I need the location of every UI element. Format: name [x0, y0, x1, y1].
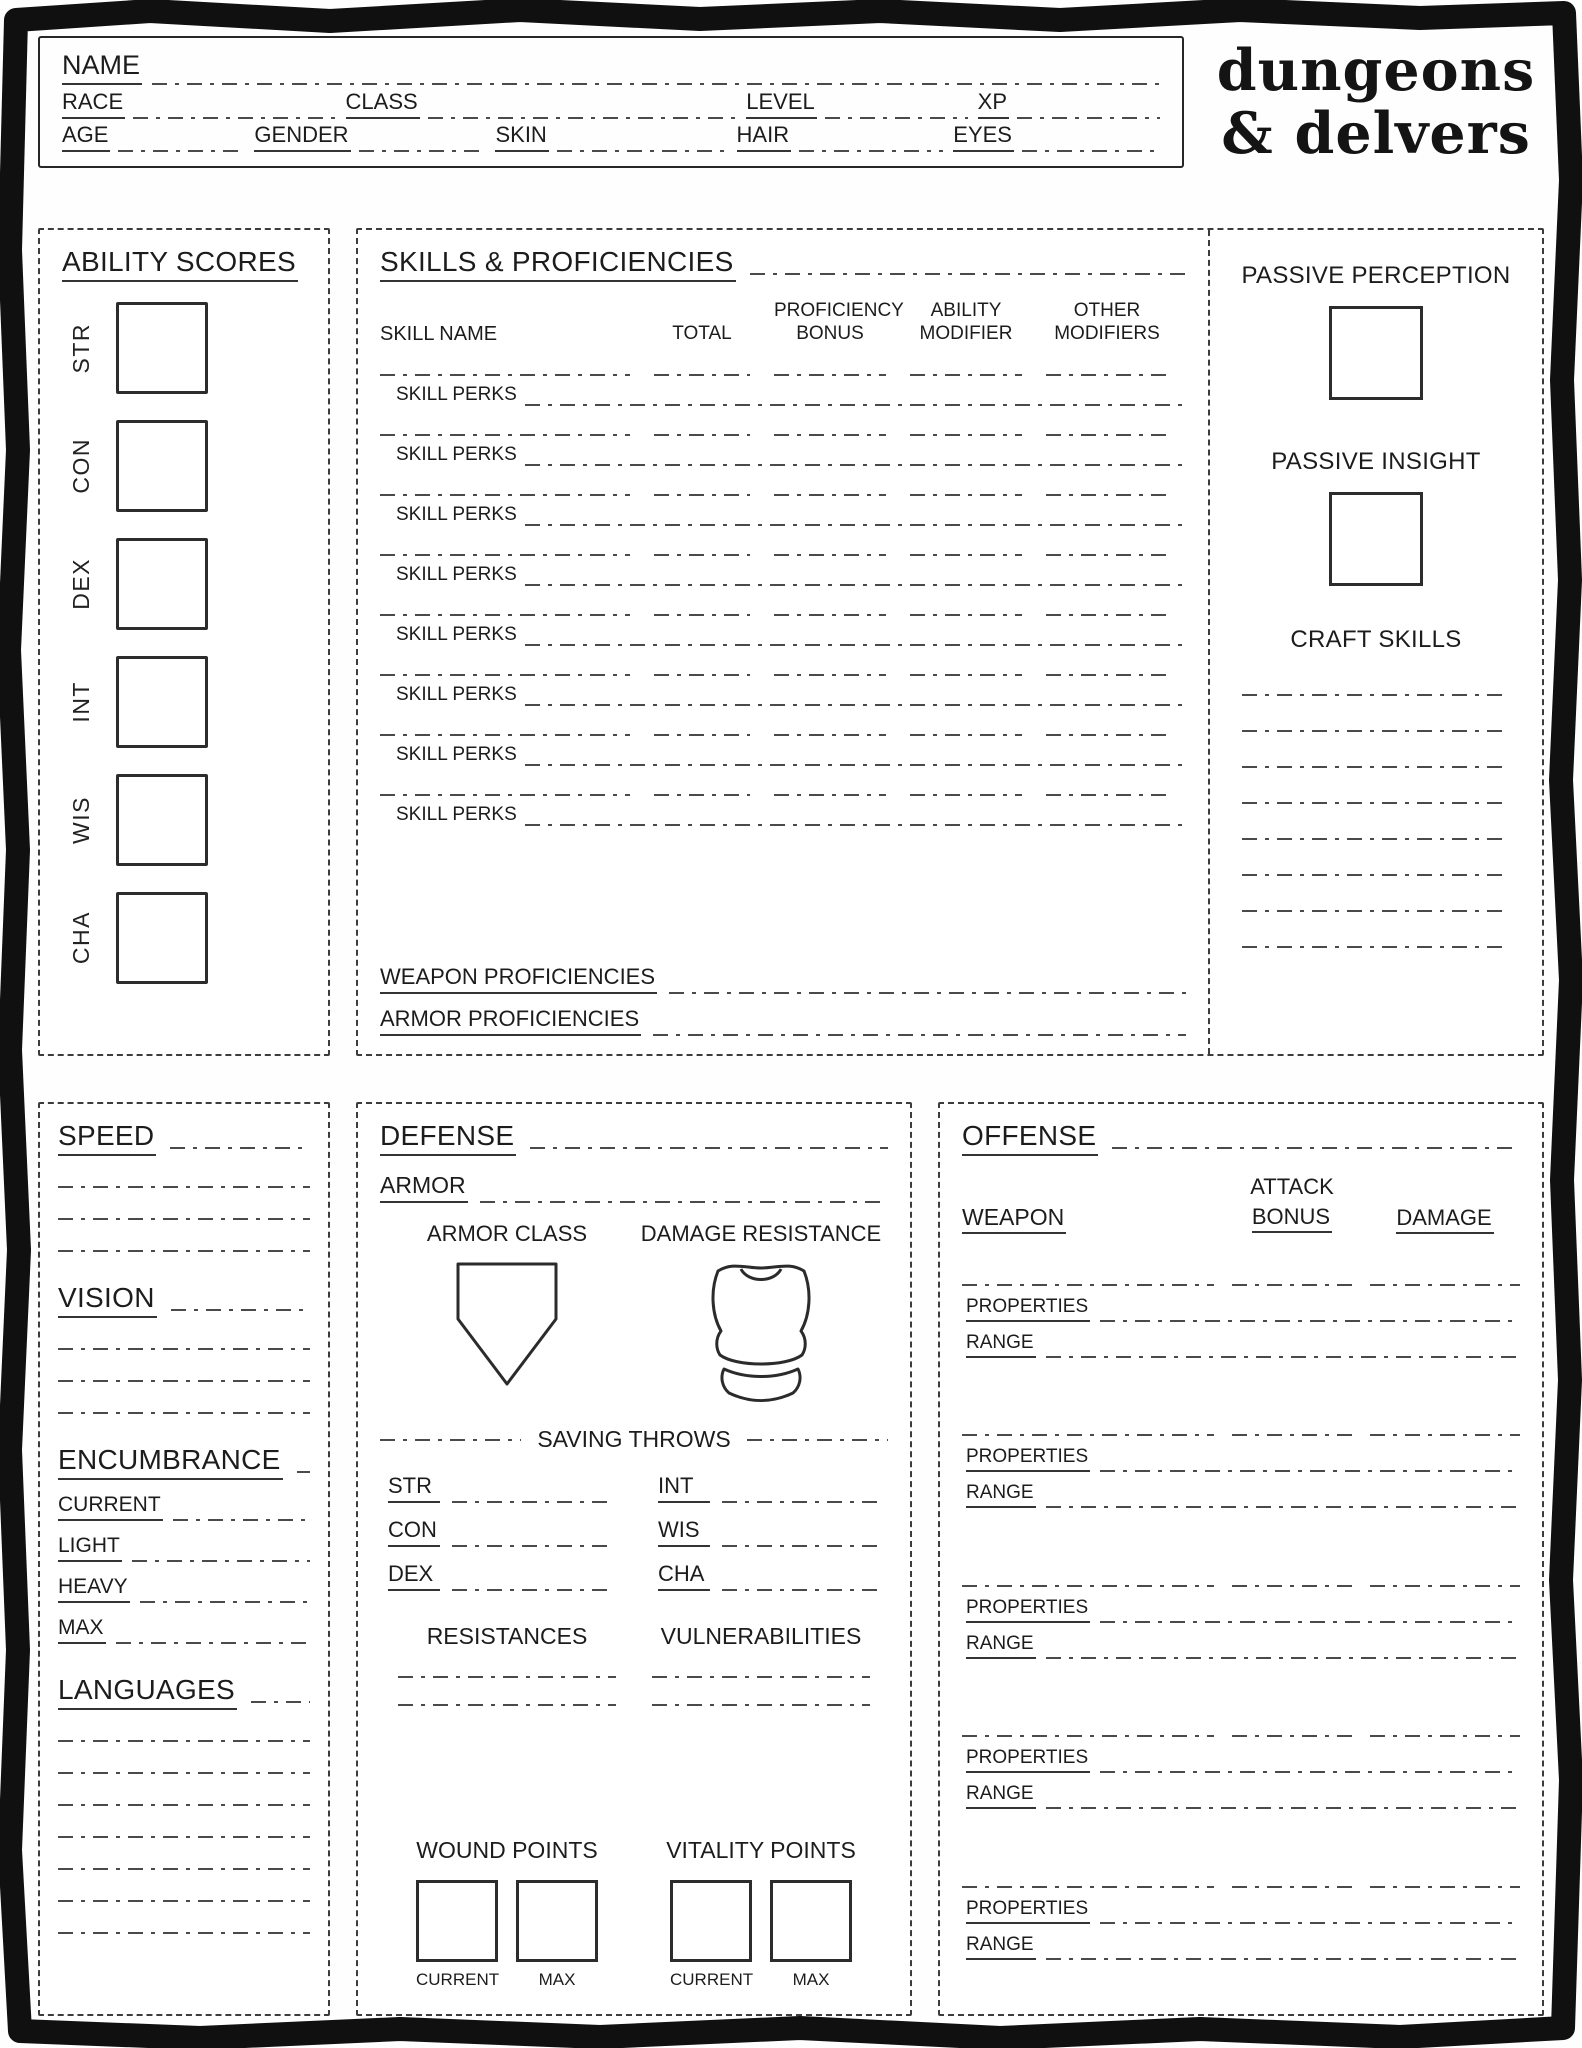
resistance-line[interactable]	[398, 1704, 616, 1706]
int-label: INT	[68, 681, 94, 723]
properties-field[interactable]	[1100, 1307, 1520, 1322]
properties-field[interactable]	[1100, 1909, 1520, 1924]
skill-perks-field[interactable]	[525, 511, 1184, 526]
vision-line[interactable]	[58, 1412, 310, 1414]
attack-label: ATTACK	[1250, 1174, 1334, 1199]
age-field[interactable]	[118, 137, 244, 152]
language-line[interactable]	[58, 1740, 310, 1742]
skill-row	[380, 541, 1186, 586]
vulnerability-line[interactable]	[652, 1704, 870, 1706]
wound-current-label: CURRENT	[416, 1970, 500, 1989]
other-modifiers-field[interactable]	[1046, 781, 1168, 796]
offense-panel	[938, 1102, 1544, 2016]
breastplate-icon	[686, 1257, 836, 1407]
skill-perks-field[interactable]	[525, 691, 1184, 706]
saving-throws-grid	[380, 1459, 888, 1591]
language-line[interactable]	[58, 1900, 310, 1902]
skill-row	[380, 481, 1186, 526]
craft-skill-line[interactable]	[1242, 838, 1511, 840]
shield-icon	[449, 1257, 565, 1391]
con-save-field[interactable]	[452, 1532, 610, 1547]
proficiency-bonus-field[interactable]	[774, 721, 886, 736]
resistance-line[interactable]	[398, 1676, 616, 1678]
bonus-label: BONUS	[1252, 1204, 1332, 1233]
speed-line[interactable]	[58, 1218, 310, 1220]
skill-name-field[interactable]	[380, 421, 630, 436]
weapon-entry	[962, 1874, 1520, 1960]
skills-table	[358, 230, 1210, 1054]
skill-row	[380, 661, 1186, 706]
dex-save-label: DEX	[388, 1561, 440, 1591]
cha-score-box[interactable]	[116, 892, 208, 984]
skill-perks-field[interactable]	[525, 571, 1184, 586]
other-modifiers-field[interactable]	[1046, 541, 1168, 556]
encumbrance-max-label: MAX	[58, 1616, 106, 1644]
properties-label: PROPERTIES	[966, 1747, 1090, 1773]
damage-field[interactable]	[1370, 1874, 1520, 1888]
age-label: AGE	[62, 122, 110, 152]
damage-field[interactable]	[1370, 1422, 1520, 1436]
encumbrance-light-label: LIGHT	[58, 1534, 122, 1562]
skill-row	[380, 721, 1186, 766]
col-total: TOTAL	[672, 322, 732, 344]
offense-title: OFFENSE	[962, 1120, 1098, 1156]
ability-scores-title: ABILITY SCORES	[62, 246, 298, 282]
properties-label: PROPERTIES	[966, 1597, 1090, 1623]
skin-field[interactable]	[557, 137, 727, 152]
defense-panel	[356, 1102, 912, 2016]
vision-title: VISION	[58, 1282, 157, 1318]
skill-perks-label: SKILL PERKS	[396, 563, 517, 585]
encumbrance-light-field[interactable]	[132, 1547, 310, 1562]
str-label: STR	[68, 322, 94, 374]
logo-line1: dungeons	[1216, 37, 1536, 104]
encumbrance-current-field[interactable]	[173, 1506, 310, 1521]
skill-row	[380, 781, 1186, 826]
level-field[interactable]	[825, 104, 968, 119]
ability-row-int	[68, 656, 310, 748]
eyes-label: EYES	[953, 122, 1014, 152]
str-save-field[interactable]	[452, 1488, 610, 1503]
skill-total-field[interactable]	[654, 481, 750, 496]
skill-perks-label: SKILL PERKS	[396, 743, 517, 765]
proficiency-bonus-field[interactable]	[774, 661, 886, 676]
skill-perks-label: SKILL PERKS	[396, 443, 517, 465]
encumbrance-heavy-field[interactable]	[140, 1588, 310, 1603]
skill-perks-field[interactable]	[525, 391, 1184, 406]
ability-modifier-field[interactable]	[910, 481, 1022, 496]
resistances-label: RESISTANCES	[426, 1623, 588, 1649]
skills-title: SKILLS & PROFICIENCIES	[380, 246, 736, 282]
xp-label: XP	[978, 89, 1009, 119]
weapon-name-field[interactable]	[962, 1573, 1214, 1587]
dash-rule	[171, 1309, 310, 1311]
offense-column-headers	[962, 1172, 1520, 1231]
ability-row-con	[68, 420, 310, 512]
language-line[interactable]	[58, 1772, 310, 1774]
armor-class-label: ARMOR CLASS	[426, 1221, 588, 1246]
passive-column	[1210, 230, 1542, 1054]
language-line[interactable]	[58, 1868, 310, 1870]
vitality-max-label: MAX	[792, 1970, 830, 1989]
con-save-label: CON	[388, 1517, 440, 1547]
race-field[interactable]	[133, 104, 335, 119]
dash-rule	[251, 1701, 310, 1703]
col-proficiency-bonus: PROFICIENCY BONUS	[774, 300, 904, 344]
range-label: RANGE	[966, 1934, 1036, 1960]
ability-row-dex	[68, 538, 310, 630]
skill-name-field[interactable]	[380, 601, 630, 616]
skill-row	[380, 421, 1186, 466]
vision-line[interactable]	[58, 1380, 310, 1382]
properties-label: PROPERTIES	[966, 1296, 1090, 1322]
damage-resistance-label: DAMAGE RESISTANCE	[640, 1221, 882, 1246]
skill-perks-field[interactable]	[525, 811, 1184, 826]
int-save-field[interactable]	[722, 1488, 880, 1503]
dash-rule	[750, 273, 1186, 275]
skill-perks-field[interactable]	[525, 451, 1184, 466]
other-modifiers-field[interactable]	[1046, 421, 1168, 436]
skill-perks-label: SKILL PERKS	[396, 683, 517, 705]
col-skill-name: SKILL NAME	[380, 322, 498, 345]
proficiency-bonus-field[interactable]	[774, 601, 886, 616]
proficiency-bonus-field[interactable]	[774, 781, 886, 796]
vitality-points-label: VITALITY POINTS	[666, 1837, 856, 1863]
craft-skill-line[interactable]	[1242, 910, 1511, 912]
speed-line[interactable]	[58, 1250, 310, 1252]
name-field[interactable]	[152, 70, 1160, 85]
ability-modifier-field[interactable]	[910, 541, 1022, 556]
wis-label: WIS	[68, 796, 94, 844]
col-other-modifiers: OTHER MODIFIERS	[1054, 300, 1160, 344]
cha-save-label: CHA	[658, 1561, 710, 1591]
vulnerability-line[interactable]	[652, 1676, 870, 1678]
range-field[interactable]	[1046, 1794, 1520, 1809]
proficiency-bonus-field[interactable]	[774, 421, 886, 436]
properties-label: PROPERTIES	[966, 1446, 1090, 1472]
skill-total-field[interactable]	[654, 661, 750, 676]
craft-skill-line[interactable]	[1242, 874, 1511, 876]
range-field[interactable]	[1046, 1945, 1520, 1960]
dash-rule	[170, 1147, 310, 1149]
dash-rule	[297, 1471, 310, 1473]
skill-total-field[interactable]	[654, 781, 750, 796]
hair-field[interactable]	[799, 137, 943, 152]
cha-label: CHA	[68, 911, 94, 965]
skills-panel	[356, 228, 1544, 1056]
skill-perks-label: SKILL PERKS	[396, 503, 517, 525]
properties-field[interactable]	[1100, 1758, 1520, 1773]
skill-perks-label: SKILL PERKS	[396, 803, 517, 825]
encumbrance-heavy-label: HEAVY	[58, 1575, 130, 1603]
passive-perception-box[interactable]	[1329, 306, 1423, 400]
dash-rule	[1112, 1147, 1520, 1149]
passive-insight-box[interactable]	[1329, 492, 1423, 586]
weapon-proficiencies-field[interactable]	[669, 979, 1186, 994]
weapon-name-field[interactable]	[962, 1422, 1214, 1436]
ability-row-str	[68, 302, 310, 394]
other-modifiers-field[interactable]	[1046, 661, 1168, 676]
skill-name-field[interactable]	[380, 541, 630, 556]
attack-bonus-field[interactable]	[1232, 1272, 1352, 1286]
logo-line2: & delvers	[1221, 99, 1531, 167]
vitality-max-box[interactable]	[770, 1880, 852, 1962]
language-line[interactable]	[58, 1804, 310, 1806]
dash-rule	[530, 1147, 888, 1149]
range-label: RANGE	[966, 1332, 1036, 1358]
dash-rule	[380, 1439, 521, 1441]
damage-field[interactable]	[1370, 1573, 1520, 1587]
dex-save-field[interactable]	[452, 1576, 610, 1591]
hair-label: HAIR	[737, 122, 792, 152]
dex-label: DEX	[68, 558, 94, 610]
skill-perks-field[interactable]	[525, 631, 1184, 646]
ability-row-cha	[68, 892, 310, 984]
vitality-current-box[interactable]	[670, 1880, 752, 1962]
logo	[1208, 37, 1544, 168]
wis-score-box[interactable]	[116, 774, 208, 866]
weapon-name-field[interactable]	[962, 1723, 1214, 1737]
wis-save-label: WIS	[658, 1517, 710, 1547]
ability-modifier-field[interactable]	[910, 661, 1022, 676]
name-label: NAME	[62, 50, 142, 85]
other-modifiers-field[interactable]	[1046, 721, 1168, 736]
damage-column-label: DAMAGE	[1396, 1205, 1493, 1234]
level-label: LEVEL	[746, 89, 817, 119]
wound-current-box[interactable]	[416, 1880, 498, 1962]
int-score-box[interactable]	[116, 656, 208, 748]
skill-total-field[interactable]	[654, 361, 750, 376]
stats-panel	[38, 1102, 330, 2016]
weapon-proficiencies-label: WEAPON PROFICIENCIES	[380, 964, 657, 994]
ability-modifier-field[interactable]	[910, 601, 1022, 616]
language-line[interactable]	[58, 1836, 310, 1838]
str-score-box[interactable]	[116, 302, 208, 394]
other-modifiers-field[interactable]	[1046, 481, 1168, 496]
other-modifiers-field[interactable]	[1046, 601, 1168, 616]
passive-perception-title: PASSIVE PERCEPTION	[1241, 262, 1511, 289]
passive-insight-title: PASSIVE INSIGHT	[1271, 448, 1481, 475]
attack-bonus-field[interactable]	[1232, 1573, 1352, 1587]
wound-max-label: MAX	[538, 1970, 576, 1989]
armor-proficiencies-label: ARMOR PROFICIENCIES	[380, 1006, 641, 1036]
xp-field[interactable]	[1017, 104, 1160, 119]
speed-title: SPEED	[58, 1120, 156, 1156]
skill-perks-label: SKILL PERKS	[396, 623, 517, 645]
vitality-current-label: CURRENT	[670, 1970, 754, 1989]
defense-title: DEFENSE	[380, 1120, 516, 1156]
skill-name-field[interactable]	[380, 481, 630, 496]
gender-label: GENDER	[254, 122, 350, 152]
skin-label: SKIN	[495, 122, 548, 152]
vision-line[interactable]	[58, 1348, 310, 1350]
wis-save-field[interactable]	[722, 1532, 880, 1547]
encumbrance-current-label: CURRENT	[58, 1493, 163, 1521]
encumbrance-title: ENCUMBRANCE	[58, 1444, 283, 1480]
other-modifiers-field[interactable]	[1046, 361, 1168, 376]
range-label: RANGE	[966, 1633, 1036, 1659]
attack-bonus-field[interactable]	[1232, 1422, 1352, 1436]
speed-line[interactable]	[58, 1186, 310, 1188]
ability-modifier-field[interactable]	[910, 781, 1022, 796]
skill-total-field[interactable]	[654, 541, 750, 556]
craft-skill-line[interactable]	[1242, 766, 1511, 768]
craft-skill-line[interactable]	[1242, 730, 1511, 732]
range-label: RANGE	[966, 1482, 1036, 1508]
saving-throws-label: SAVING THROWS	[537, 1426, 731, 1452]
skill-total-field[interactable]	[654, 721, 750, 736]
skill-name-field[interactable]	[380, 361, 630, 376]
class-label: CLASS	[346, 89, 420, 119]
class-field[interactable]	[428, 104, 737, 119]
properties-field[interactable]	[1100, 1457, 1520, 1472]
ability-modifier-field[interactable]	[910, 361, 1022, 376]
weapon-name-field[interactable]	[962, 1874, 1214, 1888]
int-save-label: INT	[658, 1473, 710, 1503]
ability-row-wis	[68, 774, 310, 866]
ability-scores-panel	[38, 228, 330, 1056]
range-field[interactable]	[1046, 1343, 1520, 1358]
weapon-entries	[962, 1231, 1520, 1998]
cha-save-field[interactable]	[722, 1576, 880, 1591]
craft-skills-title: CRAFT SKILLS	[1290, 626, 1462, 653]
con-label: CON	[68, 438, 94, 494]
attack-bonus-field[interactable]	[1232, 1723, 1352, 1737]
skill-total-field[interactable]	[654, 601, 750, 616]
skill-name-field[interactable]	[380, 781, 630, 796]
vulnerabilities-label: VULNERABILITIES	[660, 1623, 862, 1649]
skill-name-field[interactable]	[380, 661, 630, 676]
armor-class-field[interactable]	[449, 1257, 565, 1396]
craft-skill-line[interactable]	[1242, 694, 1511, 696]
dex-score-box[interactable]	[116, 538, 208, 630]
skill-row	[380, 361, 1186, 406]
armor-label: ARMOR	[380, 1172, 468, 1203]
encumbrance-max-field[interactable]	[116, 1629, 310, 1644]
damage-resistance-field[interactable]	[686, 1257, 836, 1412]
properties-field[interactable]	[1100, 1608, 1520, 1623]
craft-skills-list	[1242, 660, 1511, 948]
skill-perks-label: SKILL PERKS	[396, 383, 517, 405]
armor-field[interactable]	[480, 1188, 888, 1203]
eyes-field[interactable]	[1022, 137, 1160, 152]
str-save-label: STR	[388, 1473, 440, 1503]
race-label: RACE	[62, 89, 125, 119]
dash-rule	[747, 1439, 888, 1441]
skill-perks-field[interactable]	[525, 751, 1184, 766]
damage-field[interactable]	[1370, 1723, 1520, 1737]
range-label: RANGE	[966, 1783, 1036, 1809]
skill-total-field[interactable]	[654, 421, 750, 436]
weapon-name-field[interactable]	[962, 1272, 1214, 1286]
range-field[interactable]	[1046, 1493, 1520, 1508]
col-ability-modifier: ABILITY MODIFIER	[919, 300, 1013, 344]
ability-modifier-field[interactable]	[910, 721, 1022, 736]
skill-name-field[interactable]	[380, 721, 630, 736]
damage-field[interactable]	[1370, 1272, 1520, 1286]
page-header	[38, 36, 1544, 168]
languages-title: LANGUAGES	[58, 1674, 237, 1710]
proficiency-bonus-field[interactable]	[774, 541, 886, 556]
ability-modifier-field[interactable]	[910, 421, 1022, 436]
skills-column-headers	[380, 300, 1186, 346]
weapon-entry	[962, 1723, 1520, 1809]
attack-bonus-field[interactable]	[1232, 1874, 1352, 1888]
gender-field[interactable]	[359, 137, 486, 152]
weapon-column-label: WEAPON	[962, 1204, 1066, 1234]
craft-skill-line[interactable]	[1242, 946, 1511, 948]
wound-max-box[interactable]	[516, 1880, 598, 1962]
weapon-entry	[962, 1573, 1520, 1659]
con-score-box[interactable]	[116, 420, 208, 512]
weapon-entry	[962, 1422, 1520, 1508]
wound-points-label: WOUND POINTS	[416, 1837, 598, 1863]
proficiency-bonus-field[interactable]	[774, 361, 886, 376]
weapon-entry	[962, 1272, 1520, 1358]
proficiency-bonus-field[interactable]	[774, 481, 886, 496]
properties-label: PROPERTIES	[966, 1898, 1090, 1924]
armor-proficiencies-field[interactable]	[653, 1021, 1186, 1036]
range-field[interactable]	[1046, 1644, 1520, 1659]
character-info-box	[38, 36, 1184, 168]
language-line[interactable]	[58, 1932, 310, 1934]
skill-row	[380, 601, 1186, 646]
craft-skill-line[interactable]	[1242, 802, 1511, 804]
